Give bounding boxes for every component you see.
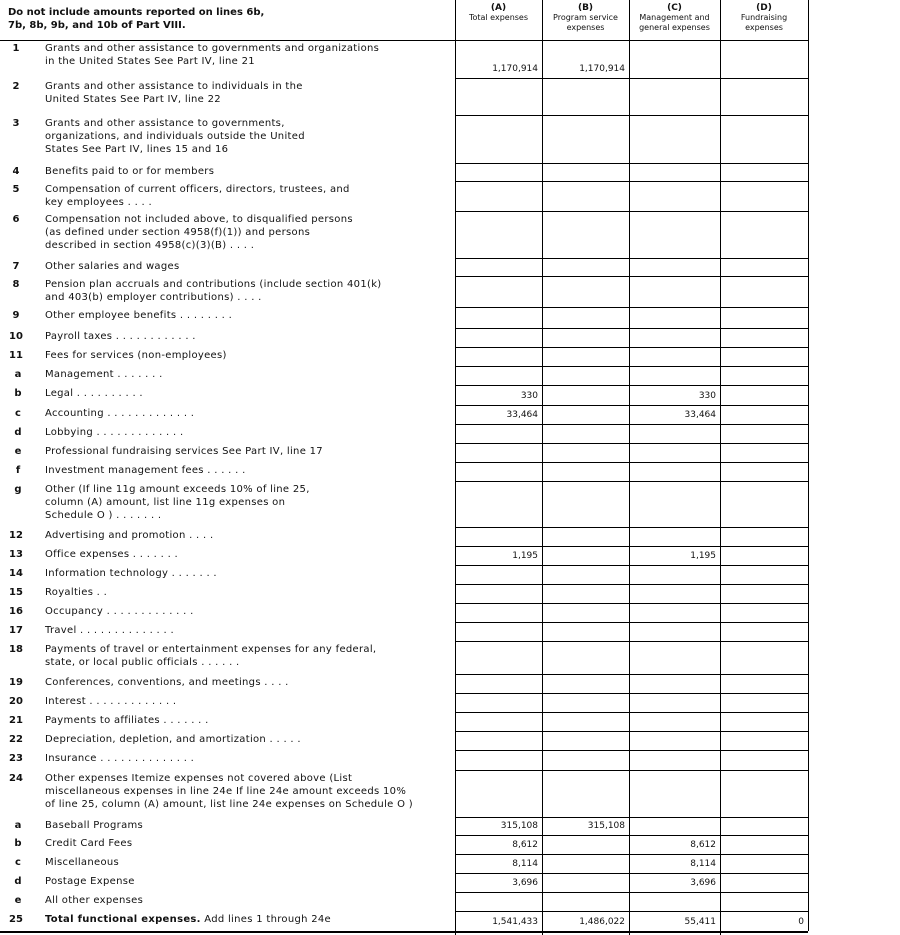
row-rule bbox=[455, 163, 808, 164]
column-divider bbox=[720, 0, 721, 935]
amount-cell-a: 330 bbox=[520, 391, 538, 401]
line-description: Information technology . . . . . . . bbox=[45, 568, 217, 579]
line-number: g bbox=[14, 484, 22, 495]
row-rule bbox=[455, 584, 808, 585]
column-header bbox=[457, 3, 540, 23]
column-letter: (A) bbox=[490, 3, 507, 13]
row-rule bbox=[455, 481, 808, 482]
line-description: Benefits paid to or for members bbox=[45, 166, 215, 177]
row-rule bbox=[455, 641, 808, 642]
line-number: 17 bbox=[9, 625, 23, 636]
amount-cell-c: 8,114 bbox=[690, 859, 716, 869]
line-number: 15 bbox=[9, 587, 23, 598]
amount-cell-d: 0 bbox=[798, 917, 804, 927]
line-number: 13 bbox=[9, 549, 23, 560]
line-number: c bbox=[15, 857, 21, 868]
amount-cell-b: 1,486,022 bbox=[579, 917, 625, 927]
amount-cell-a: 33,464 bbox=[506, 410, 538, 420]
line-description: Payments to affiliates . . . . . . . bbox=[45, 715, 209, 726]
line-description: Grants and other assistance to governments and organizations in the United States See Part IV, line 21 bbox=[45, 43, 380, 67]
line-number: 9 bbox=[12, 310, 20, 321]
line-description: Miscellaneous bbox=[45, 857, 120, 868]
amount-cell-a: 3,696 bbox=[512, 878, 538, 888]
row-rule bbox=[455, 307, 808, 308]
amount-cell-a: 1,195 bbox=[512, 551, 538, 561]
line-number: 24 bbox=[9, 773, 23, 784]
line-number: d bbox=[14, 876, 22, 887]
line-number: 11 bbox=[9, 350, 23, 361]
line-number: 4 bbox=[12, 166, 20, 177]
column-letter: (C) bbox=[667, 3, 682, 13]
line-description: Conferences, conventions, and meetings . . . . bbox=[45, 677, 289, 688]
line-number: 7 bbox=[12, 261, 20, 272]
amount-cell-c: 330 bbox=[698, 391, 716, 401]
line-description: Interest . . . . . . . . . . . . . bbox=[45, 696, 177, 707]
line-number: 10 bbox=[9, 331, 23, 342]
amount-cell-a: 1,541,433 bbox=[492, 917, 538, 927]
line-number: 12 bbox=[9, 530, 23, 541]
line-number: 18 bbox=[9, 644, 23, 655]
line-description: Other employee benefits . . . . . . . . bbox=[45, 310, 233, 321]
line-description: Credit Card Fees bbox=[45, 838, 133, 849]
line-description: Professional fundraising services See Part IV, line 17 bbox=[45, 446, 323, 457]
line-description: Depreciation, depletion, and amortization . . . . . bbox=[45, 734, 301, 745]
line-description: Other salaries and wages bbox=[45, 261, 180, 272]
row-rule bbox=[455, 115, 808, 116]
row-rule bbox=[455, 835, 808, 836]
column-divider bbox=[629, 0, 630, 935]
line-number: 23 bbox=[9, 753, 23, 764]
line-description: Travel . . . . . . . . . . . . . . bbox=[45, 625, 174, 636]
row-rule bbox=[455, 817, 808, 818]
amount-cell-a: 8,612 bbox=[512, 840, 538, 850]
line-description: Pension plan accruals and contributions (include section 401(k) and 403(b) employer contributions) . . . . bbox=[45, 279, 382, 303]
line-number: 8 bbox=[12, 279, 20, 290]
line-description: Compensation not included above, to disqualified persons (as defined under section 4958(f)(1)) and persons described in section 4958(c)(3)(B) . . . . bbox=[45, 214, 353, 251]
row-rule bbox=[455, 565, 808, 566]
line-description: Postage Expense bbox=[45, 876, 135, 887]
line-number: e bbox=[14, 446, 22, 457]
line-number: a bbox=[14, 369, 22, 380]
column-divider bbox=[542, 0, 543, 935]
row-rule bbox=[455, 854, 808, 855]
amount-cell-c: 1,195 bbox=[690, 551, 716, 561]
line-number: e bbox=[14, 895, 22, 906]
amount-cell-a: 1,170,914 bbox=[492, 64, 538, 74]
line-description: Compensation of current officers, directors, trustees, and key employees . . . . bbox=[45, 184, 350, 208]
amount-cell-c: 8,612 bbox=[690, 840, 716, 850]
row-rule bbox=[455, 873, 808, 874]
column-description: Program service expenses bbox=[553, 13, 618, 32]
row-rule bbox=[455, 622, 808, 623]
row-rule bbox=[455, 546, 808, 547]
line-description: Legal . . . . . . . . . . bbox=[45, 388, 143, 399]
line-description-bold: Total functional expenses. bbox=[45, 914, 201, 925]
line-description: Investment management fees . . . . . . bbox=[45, 465, 246, 476]
line-number: b bbox=[14, 838, 22, 849]
row-rule bbox=[455, 603, 808, 604]
line-description: Payments of travel or entertainment expenses for any federal, state, or local public officials . . . . . . bbox=[45, 644, 377, 668]
line-number: c bbox=[15, 408, 21, 419]
row-rule bbox=[455, 712, 808, 713]
row-rule bbox=[455, 911, 808, 912]
line-description: Management . . . . . . . bbox=[45, 369, 163, 380]
line-number: 14 bbox=[9, 568, 23, 579]
line-number: d bbox=[14, 427, 22, 438]
line-number: 22 bbox=[9, 734, 23, 745]
line-number: 21 bbox=[9, 715, 23, 726]
row-rule bbox=[455, 211, 808, 212]
row-rule bbox=[0, 931, 808, 933]
line-number: 5 bbox=[12, 184, 20, 195]
line-description: Occupancy . . . . . . . . . . . . . bbox=[45, 606, 194, 617]
column-description: Management and general expenses bbox=[639, 13, 710, 32]
column-header bbox=[544, 3, 627, 33]
line-number: 19 bbox=[9, 677, 23, 688]
line-description: Insurance . . . . . . . . . . . . . . bbox=[45, 753, 195, 764]
line-description: Advertising and promotion . . . . bbox=[45, 530, 214, 541]
column-divider bbox=[455, 0, 456, 935]
row-rule bbox=[455, 347, 808, 348]
row-rule bbox=[455, 750, 808, 751]
header-rule bbox=[0, 40, 808, 41]
line-description: Office expenses . . . . . . . bbox=[45, 549, 179, 560]
row-rule bbox=[455, 366, 808, 367]
line-description: Baseball Programs bbox=[45, 820, 144, 831]
amount-cell-a: 315,108 bbox=[500, 821, 538, 831]
column-description: Fundraising expenses bbox=[740, 13, 788, 32]
row-rule bbox=[455, 328, 808, 329]
row-rule bbox=[455, 385, 808, 386]
amount-cell-b: 1,170,914 bbox=[579, 64, 625, 74]
line-description: Fees for services (non-employees) bbox=[45, 350, 227, 361]
line-description: Other expenses Itemize expenses not covered above (List miscellaneous expenses in line 24e If line 24e amount exceeds 10% of line 25, column (A) amount, list line 24e expenses on Schedule O ) bbox=[45, 773, 413, 810]
column-letter: (B) bbox=[577, 3, 594, 13]
line-description: Royalties . . bbox=[45, 587, 108, 598]
line-description: Accounting . . . . . . . . . . . . . bbox=[45, 408, 195, 419]
line-number: 6 bbox=[12, 214, 20, 225]
line-description: Payroll taxes . . . . . . . . . . . . bbox=[45, 331, 196, 342]
line-number: 2 bbox=[12, 81, 20, 92]
column-header bbox=[631, 3, 718, 33]
line-description: Grants and other assistance to governments, organizations, and individuals outside the United States See Part IV, lines 15 and 16 bbox=[45, 118, 305, 155]
row-rule bbox=[455, 674, 808, 675]
column-divider bbox=[808, 0, 809, 931]
row-rule bbox=[455, 181, 808, 182]
amount-cell-c: 3,696 bbox=[690, 878, 716, 888]
column-letter: (D) bbox=[756, 3, 772, 13]
line-description: Other (If line 11g amount exceeds 10% of line 25, column (A) amount, list line 11g expenses on Schedule O ) . . . . . . . bbox=[45, 484, 310, 521]
row-rule bbox=[455, 731, 808, 732]
row-rule bbox=[455, 770, 808, 771]
row-rule bbox=[455, 258, 808, 259]
line-description: All other expenses bbox=[45, 895, 144, 906]
line-description-rest: Add lines 1 through 24e bbox=[200, 914, 331, 925]
line-number: 16 bbox=[9, 606, 23, 617]
header-note: Do not include amounts reported on lines 6b, 7b, 8b, 9b, and 10b of Part VIII. bbox=[8, 7, 265, 31]
line-number: b bbox=[14, 388, 22, 399]
line-number: f bbox=[15, 465, 21, 476]
row-rule bbox=[455, 527, 808, 528]
amount-cell-a: 8,114 bbox=[512, 859, 538, 869]
column-header bbox=[722, 3, 806, 33]
row-rule bbox=[455, 276, 808, 277]
line-number: 20 bbox=[9, 696, 23, 707]
row-rule bbox=[455, 892, 808, 893]
amount-cell-b: 315,108 bbox=[587, 821, 625, 831]
row-rule bbox=[455, 78, 808, 79]
amount-cell-c: 33,464 bbox=[684, 410, 716, 420]
line-description: Grants and other assistance to individuals in the United States See Part IV, line 22 bbox=[45, 81, 303, 105]
line-number: 25 bbox=[9, 914, 23, 925]
row-rule bbox=[455, 462, 808, 463]
row-rule bbox=[455, 443, 808, 444]
column-description: Total expenses bbox=[468, 13, 529, 22]
line-number: 1 bbox=[12, 43, 20, 54]
line-description: Lobbying . . . . . . . . . . . . . bbox=[45, 427, 184, 438]
line-number: a bbox=[14, 820, 22, 831]
line-description bbox=[45, 913, 450, 926]
line-number: 3 bbox=[12, 118, 20, 129]
row-rule bbox=[455, 693, 808, 694]
amount-cell-c: 55,411 bbox=[684, 917, 716, 927]
row-rule bbox=[455, 405, 808, 406]
row-rule bbox=[455, 424, 808, 425]
